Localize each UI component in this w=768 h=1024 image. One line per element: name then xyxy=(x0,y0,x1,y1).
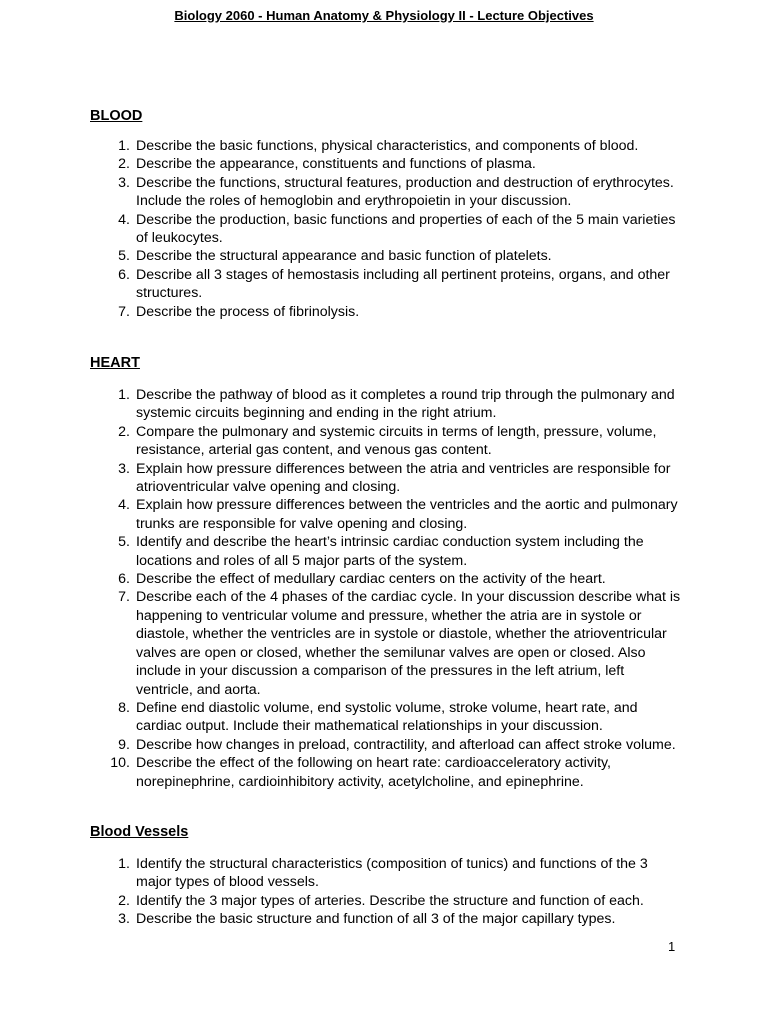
list-item xyxy=(0,588,768,698)
item-text: Describe the functions, structural features, production and destruction of erythrocytes. Include the roles of hemoglobin and erythropoietin in your discussion. xyxy=(136,174,674,210)
document-title: Biology 2060 - Human Anatomy & Physiology II - Lecture Objectives xyxy=(174,8,594,23)
item-text: Identify the structural characteristics (composition of tunics) and functions of the 3 major types of blood vessels. xyxy=(136,856,648,891)
item-text: Identify the 3 major types of arteries. Describe the structure and function of each. xyxy=(136,892,644,909)
item-text: Define end diastolic volume, end systolic volume, stroke volume, heart rate, and cardiac output. Include their mathematical relationships in your discussion. xyxy=(136,699,638,735)
item-number: 9. xyxy=(118,736,130,753)
item-text: Describe how changes in preload, contractility, and afterload can affect stroke volume. xyxy=(136,736,676,753)
item-number: 3. xyxy=(118,911,130,928)
list-item xyxy=(0,533,768,570)
list-item xyxy=(0,386,768,423)
list-item xyxy=(0,910,768,928)
item-number: 4. xyxy=(118,211,130,228)
list-item xyxy=(0,754,768,791)
item-text: Explain how pressure differences between the atria and ventricles are responsible for atrioventricular valve opening and closing. xyxy=(136,460,671,496)
item-text: Describe the pathway of blood as it completes a round trip through the pulmonary and systemic circuits beginning and ending in the right atrium. xyxy=(136,387,675,422)
item-number: 2. xyxy=(118,423,130,440)
item-number: 8. xyxy=(118,699,130,716)
item-text: Describe all 3 stages of hemostasis including all pertinent proteins, organs, and other structures. xyxy=(136,266,670,302)
item-text: Explain how pressure differences between the ventricles and the aortic and pulmonary trunks are responsible for valve opening and closing. xyxy=(136,497,678,532)
item-number: 2. xyxy=(118,156,130,173)
item-number: 7. xyxy=(118,303,130,320)
list-item xyxy=(0,699,768,736)
section-heading-blood-vessels: Blood Vessels xyxy=(90,824,189,840)
item-text: Describe the effect of medullary cardiac centers on the activity of the heart. xyxy=(136,571,606,588)
item-text: Describe the effect of the following on heart rate: cardioacceleratory activity, norepinephrine, cardioinhibitory activity, acetylcholine, and epinephrine. xyxy=(136,755,611,790)
item-number: 4. xyxy=(118,497,130,514)
section-heading-heart: HEART xyxy=(90,355,140,371)
item-number: 5. xyxy=(118,248,130,265)
item-number: 1. xyxy=(118,138,130,154)
blood-objectives-list xyxy=(0,137,768,321)
list-item xyxy=(0,247,768,265)
item-number: 6. xyxy=(118,571,130,588)
item-number: 3. xyxy=(118,460,130,477)
item-text: Describe the basic functions, physical characteristics, and components of blood. xyxy=(136,138,639,154)
section-heading-blood: BLOOD xyxy=(90,108,143,124)
item-text: Describe the appearance, constituents and functions of plasma. xyxy=(136,156,536,173)
list-item xyxy=(0,855,768,892)
item-text: Describe the basic structure and function of all 3 of the major capillary types. xyxy=(136,911,616,928)
item-number: 3. xyxy=(118,174,130,191)
item-number: 10. xyxy=(110,755,130,772)
list-item xyxy=(0,137,768,155)
list-item xyxy=(0,460,768,497)
list-item xyxy=(0,736,768,754)
page-number: 1 xyxy=(668,939,676,954)
blood-vessels-objectives-list xyxy=(0,855,768,929)
item-text: Compare the pulmonary and systemic circuits in terms of length, pressure, volume, resistance, arterial gas content, and venous gas content. xyxy=(136,423,657,459)
item-text: Identify and describe the heart’s intrinsic cardiac conduction system including the locations and roles of all 5 major parts of the system. xyxy=(136,534,644,569)
list-item xyxy=(0,423,768,460)
item-number: 6. xyxy=(118,266,130,283)
list-item xyxy=(0,570,768,588)
item-number: 2. xyxy=(118,892,130,909)
list-item xyxy=(0,496,768,533)
heart-objectives-list xyxy=(0,386,768,791)
item-text: Describe the structural appearance and basic function of platelets. xyxy=(136,248,552,265)
item-text: Describe each of the 4 phases of the cardiac cycle. In your discussion describe what is happening to ventricular volume and pressure, whether the atria are in systole or diastole, whether the ventricles are in systole or diastole, whether the atrioventricular valves are open or closed, whether the semilunar valves are open or closed. Also include in your discussion a comparison of the pressures in the left atrium, left ventricle, and aorta. xyxy=(136,589,681,698)
list-item xyxy=(0,211,768,248)
list-item xyxy=(0,174,768,211)
item-number: 7. xyxy=(118,589,130,606)
list-item xyxy=(0,266,768,303)
list-item xyxy=(0,155,768,173)
item-number: 5. xyxy=(118,534,130,551)
list-item xyxy=(0,892,768,910)
item-text: Describe the process of fibrinolysis. xyxy=(136,303,360,320)
item-number: 1. xyxy=(118,856,130,872)
list-item xyxy=(0,303,768,321)
item-text: Describe the production, basic functions and properties of each of the 5 main varieties of leukocytes. xyxy=(136,211,676,247)
item-number: 1. xyxy=(118,387,130,403)
